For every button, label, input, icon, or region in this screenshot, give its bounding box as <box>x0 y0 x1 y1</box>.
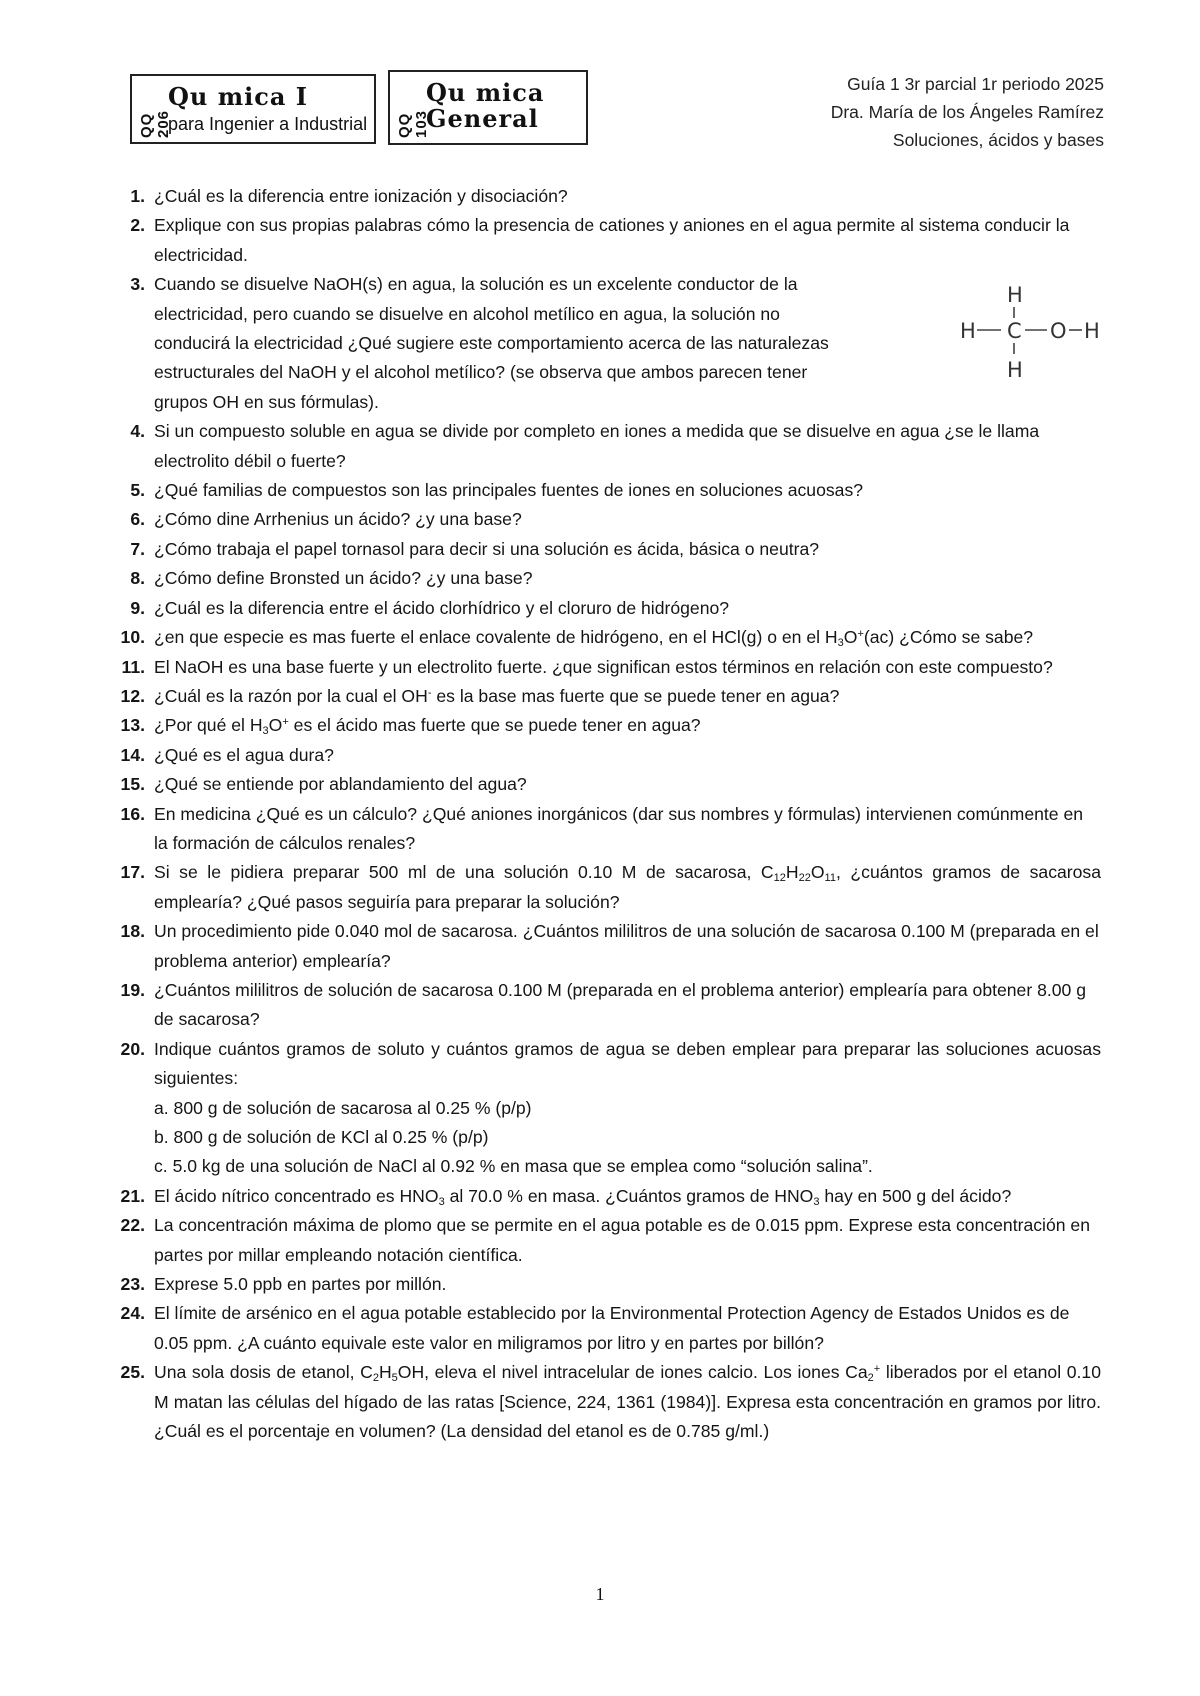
course-code: QQ 206 <box>138 109 172 138</box>
question-text <box>154 711 1101 740</box>
question-number: 18. <box>120 921 145 942</box>
subscript: 2 <box>372 1372 379 1385</box>
text-part: , ¿cuántos gramos de sacarosa emplearía? ¿Qué pasos seguiría para preparar la solución? <box>154 862 1102 912</box>
question-text: ¿Qué se entiende por ablandamiento del agua? <box>154 774 527 795</box>
question-24 <box>108 1299 1101 1358</box>
guide-topic: Soluciones, ácidos y bases <box>892 130 1104 150</box>
text-part: al 70.0 % en masa. ¿Cuántos gramos de HNO <box>444 1185 814 1206</box>
question-number: 17. <box>120 862 145 883</box>
question-text: Exprese 5.0 ppb en partes por millón. <box>154 1274 447 1295</box>
subscript: 12 <box>773 872 786 885</box>
question-number: 9. <box>130 597 145 618</box>
superscript: - <box>427 686 432 699</box>
question-number: 5. <box>130 480 145 501</box>
guide-title: Guía 1 3r parcial 1r periodo 2025 <box>847 74 1104 94</box>
superscript: + <box>873 1363 881 1376</box>
question-3 <box>108 270 1101 417</box>
question-text: ¿Cuál es la diferencia entre el ácido clorhídrico y el cloruro de hidrógeno? <box>154 597 730 618</box>
text-part: El ácido nítrico concentrado es HNO <box>154 1185 439 1206</box>
question-text <box>154 682 1101 711</box>
question-number: 12. <box>120 685 145 706</box>
text-part: Una sola dosis de etanol, C <box>154 1362 373 1383</box>
sub-item-b: b. 800 g de solución de KCl al 0.25 % (p/p) <box>154 1127 489 1147</box>
question-text: ¿Cuántos mililitros de solución de sacarosa 0.100 M (preparada en el problema anterior) emplearía para obtener 8.00 g de sacarosa? <box>154 979 1087 1030</box>
question-number: 1. <box>130 186 145 206</box>
atom-h-bottom: H <box>1007 358 1023 382</box>
text-part: ¿en que especie es mas fuerte el enlace covalente de hidrógeno, en el HCl(g) o en el H <box>154 627 838 648</box>
question-11 <box>108 653 1101 682</box>
question-12 <box>108 682 1101 711</box>
text-part: O <box>268 715 283 736</box>
question-text: El NaOH es una base fuerte y un electrolito fuerte. ¿que significan estos términos en relación con este compuesto? <box>154 656 1053 677</box>
question-number: 16. <box>120 803 145 824</box>
question-number: 10. <box>120 627 145 648</box>
text-part: hay en 500 g del ácido? <box>819 1185 1012 1206</box>
question-2 <box>108 211 1101 270</box>
question-text: Explique con sus propias palabras cómo la presencia de cationes y aniones en el agua permite al sistema conducir la electricidad. <box>154 215 1070 265</box>
question-15 <box>108 770 1101 799</box>
subscript: 3 <box>813 1195 820 1208</box>
course-subtitle: para Ingenier a Industrial <box>168 114 368 134</box>
question-list <box>108 182 1101 1446</box>
atom-c: C <box>1007 319 1022 343</box>
question-text: ¿Qué familias de compuestos son las principales fuentes de iones en soluciones acuosas? <box>154 480 864 501</box>
course-box-qq103 <box>388 70 588 145</box>
question-text: En medicina ¿Qué es un cálculo? ¿Qué aniones inorgánicos (dar sus nombres y fórmulas) intervienen comúnmente en la formación de cálculos renales? <box>154 803 1084 853</box>
question-16 <box>108 800 1101 859</box>
question-text: Indique cuántos gramos de soluto y cuántos gramos de agua se deben emplear para preparar las soluciones acuosas siguientes: <box>154 1038 1101 1089</box>
question-number: 20. <box>120 1038 145 1059</box>
course-title: Qu mica I <box>168 82 308 111</box>
question-number: 23. <box>120 1274 145 1295</box>
text-part: liberados por el etanol 0.10 M matan las células del hígado de las ratas [Science, 224, 1361 (1984)]. Expresa esta concentración en gramos por litro. ¿Cuál es el porcentaje en volumen? (La densidad del etanol es de 0.785 g/ml.) <box>154 1362 1101 1442</box>
subscript: 22 <box>798 872 811 885</box>
text-part: O <box>810 862 825 883</box>
text-part: H <box>785 862 799 883</box>
question-text <box>154 858 1101 917</box>
course-code: QQ 103 <box>396 109 430 138</box>
question-number: 13. <box>120 715 145 736</box>
atom-h-right: H <box>1084 319 1100 343</box>
question-number: 3. <box>130 274 145 295</box>
question-number: 22. <box>120 1215 145 1236</box>
question-number: 24. <box>120 1303 145 1324</box>
text-part: ¿Cuál es la razón por la cual el OH <box>154 685 428 706</box>
question-text: Un procedimiento pide 0.040 mol de sacarosa. ¿Cuántos mililitros de una solución de sacarosa 0.100 M (preparada en el problema anterior) emplearía? <box>154 921 1099 971</box>
course-title-line1: Qu mica <box>426 78 545 107</box>
question-text: ¿Cuál es la diferencia entre ionización y disociación? <box>154 186 568 206</box>
question-number: 8. <box>130 568 145 589</box>
question-text: ¿Cómo trabaja el papel tornasol para decir si una solución es ácida, básica o neutra? <box>154 538 820 559</box>
guide-info <box>831 70 1104 154</box>
question-text: ¿Cómo define Bronsted un ácido? ¿y una base? <box>154 568 533 589</box>
sub-item-c: c. 5.0 kg de una solución de NaCl al 0.92 % en masa que se emplea como “solución salina”. <box>154 1156 873 1177</box>
question-text <box>154 623 1101 652</box>
sub-item-a: a. 800 g de solución de sacarosa al 0.25 % (p/p) <box>154 1097 532 1118</box>
question-7 <box>108 535 1101 564</box>
subscript: 3 <box>837 637 844 650</box>
course-title-line2: General <box>426 104 539 133</box>
text-part: OH, eleva el nivel intracelular de iones calcio. Los iones Ca <box>397 1362 868 1383</box>
text-part: (ac) ¿Cómo se sabe? <box>863 627 1034 648</box>
question-13 <box>108 711 1101 740</box>
author: Dra. María de los Ángeles Ramírez <box>830 102 1104 122</box>
subscript: 3 <box>262 725 269 738</box>
question-23 <box>108 1270 1101 1299</box>
question-number: 7. <box>130 538 145 559</box>
question-text: ¿Qué es el agua dura? <box>154 744 334 765</box>
question-text <box>154 1182 1101 1211</box>
atom-h-top: H <box>1007 283 1023 307</box>
question-19 <box>108 976 1101 1035</box>
question-number: 11. <box>121 656 145 677</box>
question-number: 14. <box>120 744 145 765</box>
question-5 <box>108 476 1101 505</box>
superscript: + <box>857 628 864 641</box>
text-part: Si se le pidiera preparar 500 ml de una solución 0.10 M de sacarosa, C <box>154 862 774 883</box>
question-20 <box>108 1035 1101 1094</box>
question-17 <box>108 858 1101 917</box>
question-number: 21. <box>120 1185 145 1206</box>
question-number: 19. <box>120 979 145 1000</box>
subscript: 5 <box>391 1372 398 1385</box>
superscript: + <box>282 716 289 729</box>
text-part: H <box>378 1362 392 1383</box>
subscript: 2 <box>867 1372 874 1385</box>
question-21 <box>108 1182 1101 1211</box>
question-9 <box>108 594 1101 623</box>
question-1 <box>108 182 1101 211</box>
question-text <box>154 1358 1101 1446</box>
course-box-qq206 <box>130 74 376 144</box>
page-number: 1 <box>595 1584 605 1604</box>
question-4 <box>108 417 1101 476</box>
question-text: El límite de arsénico en el agua potable establecido por la Environmental Protection Agency de Estados Unidos es de 0.05 ppm. ¿A cuánto equivale este valor en miligramos por litro y en partes por billón? <box>154 1303 1070 1353</box>
question-number: 15. <box>120 774 145 795</box>
question-text: La concentración máxima de plomo que se permite en el agua potable es de 0.015 ppm. Exprese esta concentración en partes por millar empleando notación científica. <box>154 1215 1090 1265</box>
text-part: O <box>843 627 858 648</box>
question-text: ¿Cómo dine Arrhenius un ácido? ¿y una base? <box>154 509 522 530</box>
question-14 <box>108 741 1101 770</box>
text-part: es el ácido mas fuerte que se puede tener en agua? <box>288 715 701 736</box>
question-number: 6. <box>130 509 145 530</box>
question-number: 25. <box>120 1362 145 1383</box>
question-25 <box>108 1358 1101 1446</box>
question-18 <box>108 917 1101 976</box>
subscript: 3 <box>438 1195 445 1208</box>
atom-h-left: H <box>960 319 976 343</box>
question-text: Si un compuesto soluble en agua se divide por completo en iones a medida que se disuelve en agua ¿se le llama electrolito débil o fuerte? <box>154 421 1040 471</box>
subscript: 11 <box>824 872 836 885</box>
question-number: 2. <box>130 215 145 236</box>
question-number: 4. <box>130 421 145 442</box>
question-text: Cuando se disuelve NaOH(s) en agua, la solución es un excelente conductor de la electricidad, pero cuando se disuelve en alcohol metílico en agua, la solución no conducirá la electricidad ¿Qué sugiere este comportamiento acerca de las naturalezas estructurales del NaOH y el alcohol metílico? (se observa que ambos parecen tener grupos OH en sus fórmulas). <box>154 274 829 412</box>
text-part: es la base mas fuerte que se puede tener en agua? <box>431 685 840 706</box>
question-8 <box>108 564 1101 593</box>
question-6 <box>108 505 1101 534</box>
question-22 <box>108 1211 1101 1270</box>
text-part: ¿Por qué el H <box>154 715 263 736</box>
question-10 <box>108 623 1101 652</box>
atom-o: O <box>1050 319 1067 343</box>
